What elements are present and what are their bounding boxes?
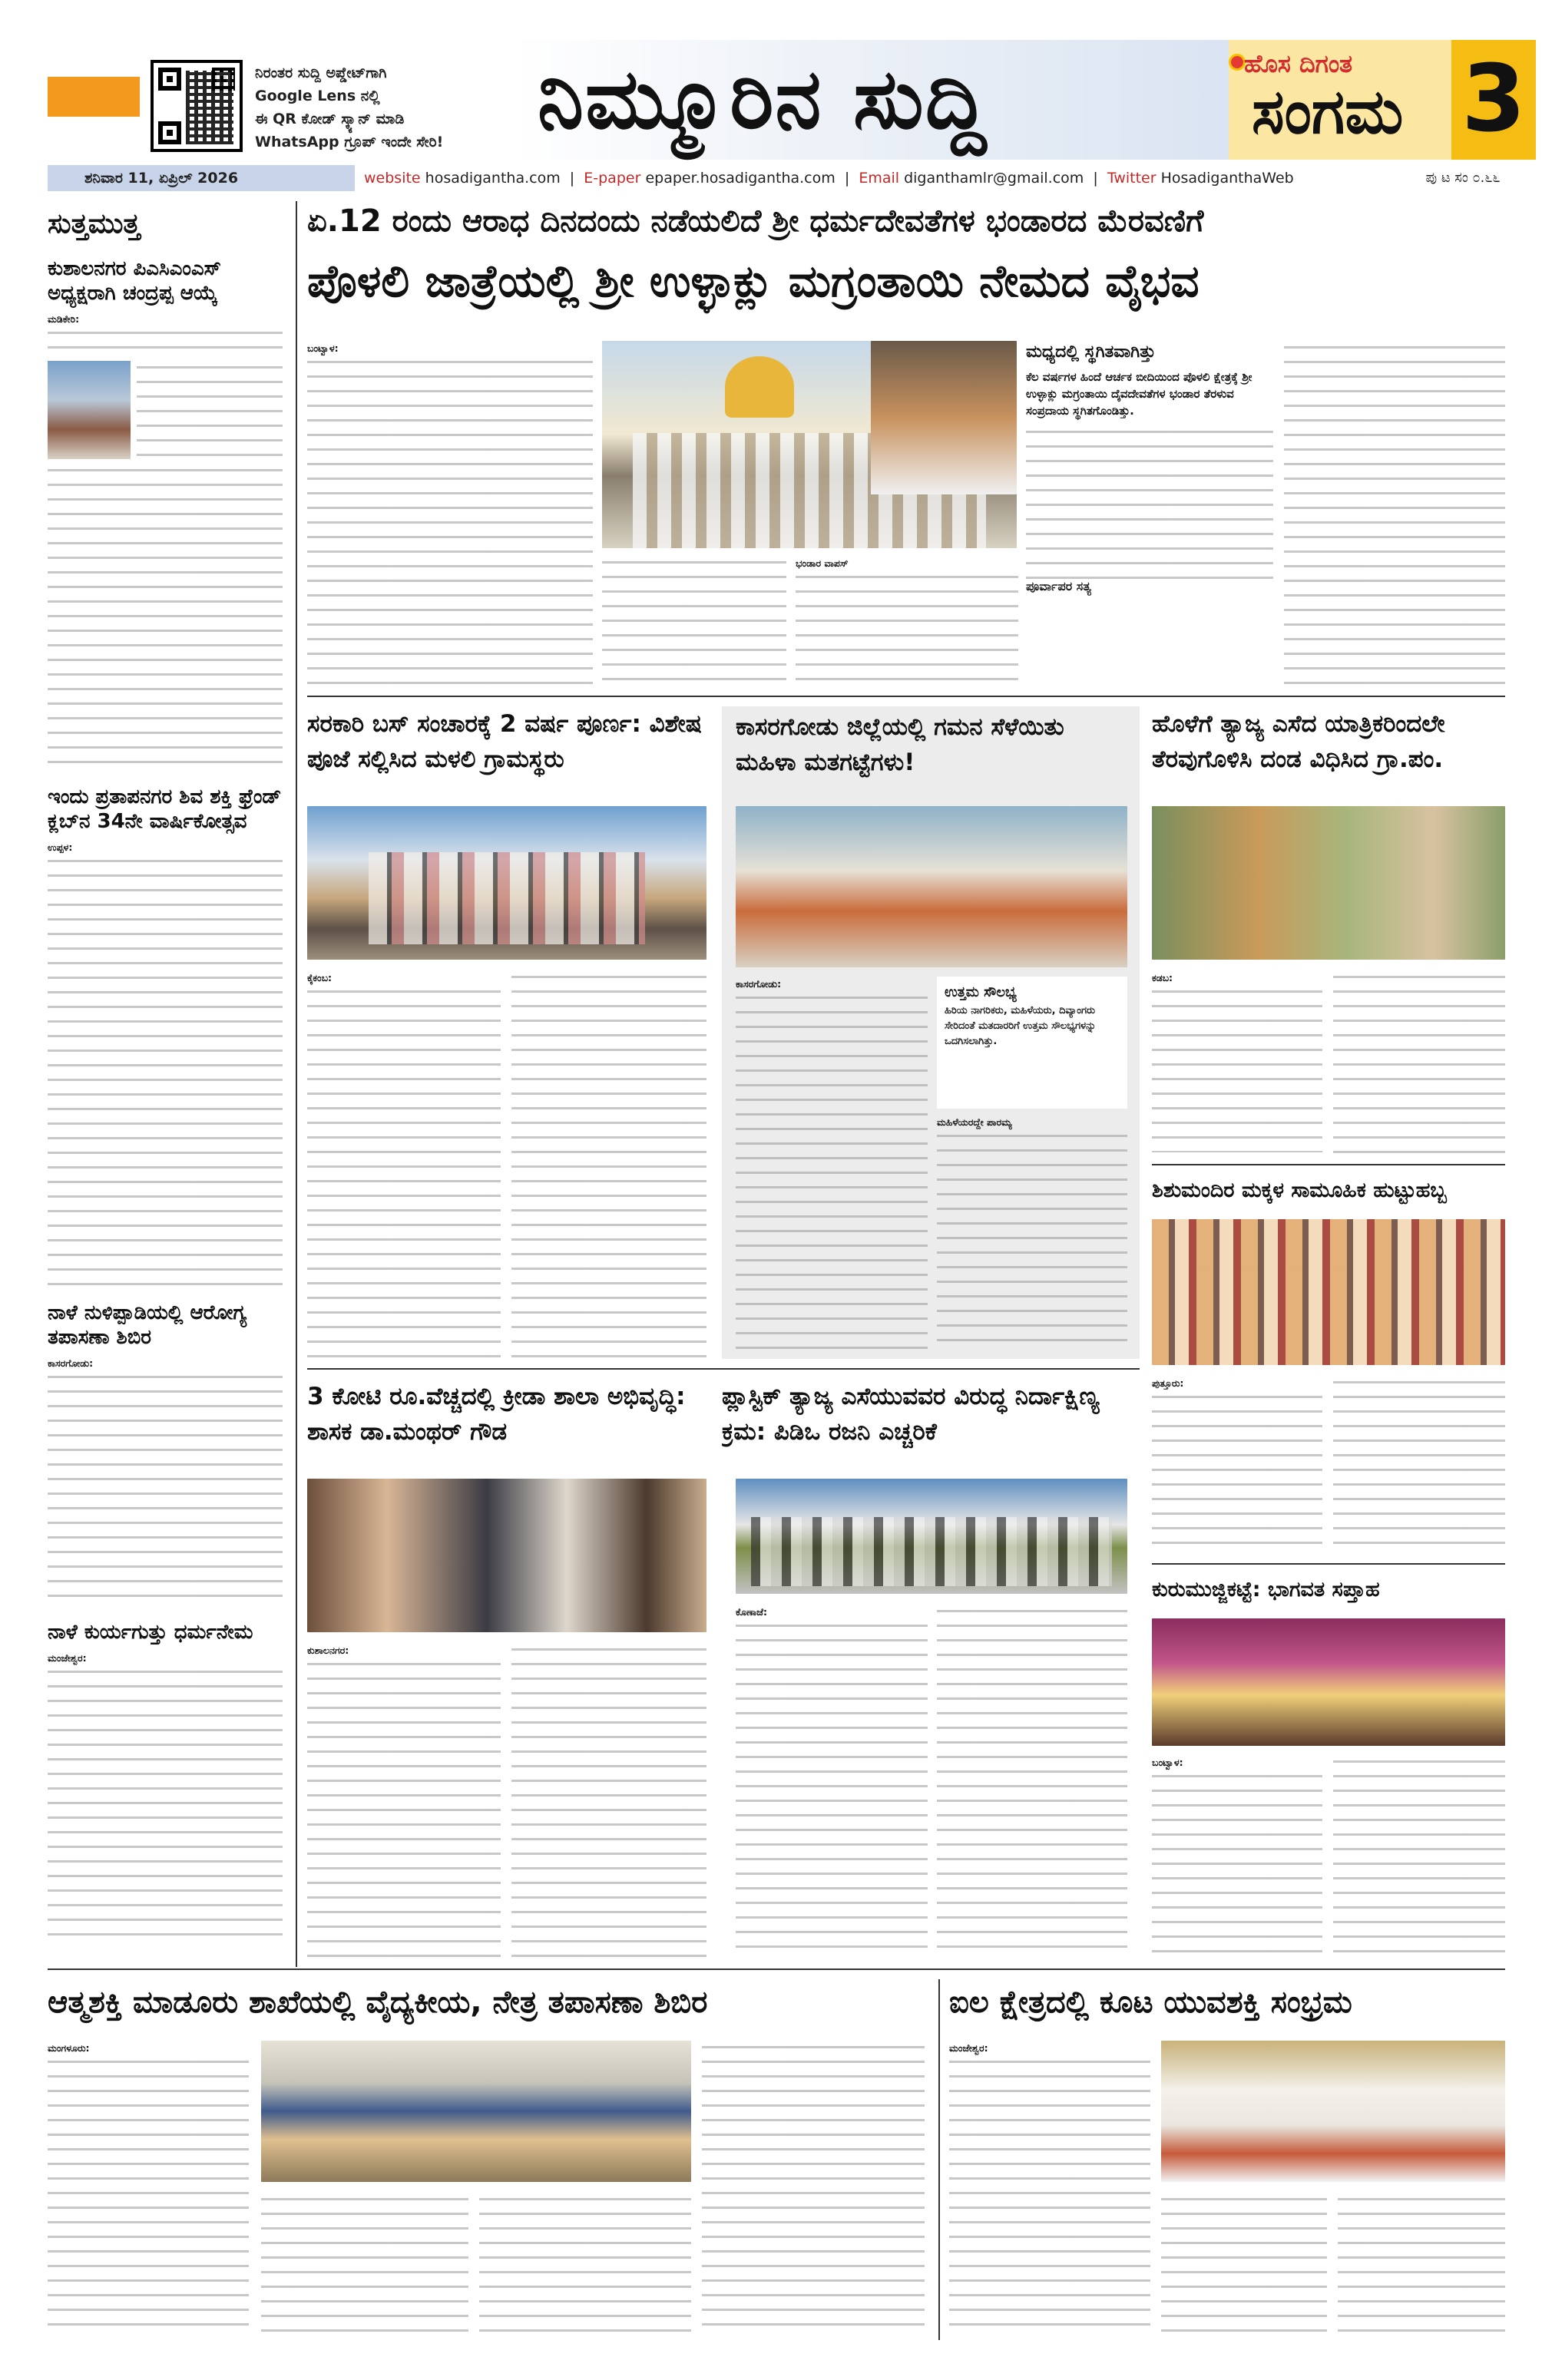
accent-block [48,77,140,117]
dateline: ಬಂಟ್ವಾಳ: [307,342,339,354]
story-b-body2 [937,1115,1127,1353]
dateline: ಕಾಸರಗೋಡು: [736,978,782,990]
story-body-more [48,464,283,774]
people-shape [369,852,645,944]
section-rule [48,1968,1505,1970]
lead-body-col1 [307,341,593,685]
story-g-body1 [736,1605,928,1959]
story-headline: ನಾಳೆ ಕುರ್ಯಗುತ್ತು ಧರ್ಮನೇಮ [48,1621,253,1644]
story-d-body2 [1333,1376,1505,1552]
info-strip [48,165,1542,191]
lead-body-col5 [1284,341,1505,685]
page-title: ನಿಮ್ಮೂರಿನ ಸುದ್ದಿ [538,51,988,147]
pull-text: ಹಿರಿಯ ನಾಗರಿಕರು, ಮಹಿಳೆಯರು, ದಿವ್ಯಾಂಗರು ಸೇರಿದಂತೆ ಮತದಾರರಿಗೆ ಉತ್ತಮ ಸೌಲಭ್ಯಗಳನ್ನು ಒದಗಿಸಲಾಗಿತ್ತು. [945,1005,1097,1047]
story-body [48,840,283,1290]
story-headline: 3 ಕೋಟಿ ರೂ.ವೆಚ್ಚದಲ್ಲಿ ಕ್ರೀಡಾ ಶಾಲಾ ಅಭಿವೃದ್ಧಿ: ಶಾಸಕ ಡಾ.ಮಂಥರ್ ಗೌಡ [307,1383,686,1446]
story-f-body1 [307,1643,501,1959]
dateline: ಮಂಜೇಶ್ವರ: [949,2042,988,2054]
story-headline: ಹೊಳೆಗೆ ತ್ಯಾಜ್ಯ ಎಸೆದ ಯಾತ್ರಿಕರಿಂದಲೇ ತೆರವುಗೊಳಿಸಿ ದಂಡ ವಿಧಿಸಿದ ಗ್ರಾ.ಪಂ. [1152,710,1445,773]
story-a-body2 [511,970,706,1358]
story-f-body2 [511,1643,706,1959]
story-headline: ಸರಕಾರಿ ಬಸ್ ಸಂಚಾರಕ್ಕೆ 2 ವರ್ಷ ಪೂರ್ಣ: ವಿಶೇಷ ಪೂಜೆ ಸಲ್ಲಿಸಿದ ಮಳಲಿ ಗ್ರಾಮಸ್ಥರು [307,710,702,773]
story-body-cont [137,361,283,459]
subhead: ಭಂಡಾರ ವಾಪಸ್ [796,557,849,569]
story-c-photo [1152,806,1505,960]
brand-logo-icon [1229,54,1246,71]
dateline: ಮಡಿಕೇರಿ: [48,313,80,325]
story-a-photo [307,806,706,960]
lead-kicker-text: ಏ.12 ರಂದು ಆರಾಧ ದಿನದಂದು ನಡೆಯಲಿದೆ ಶ್ರೀ ಧರ್ಮದೇವತೆಗಳ ಭಂಡಾರದ ಮೆರವಣಿಗೆ [307,203,1204,239]
dateline: ಕೊಣಾಜೆ: [736,1606,768,1618]
story-headline: ಐಲ ಕ್ಷೇತ್ರದಲ್ಲಿ ಕೂಟ ಯುವಶಕ್ತಿ ಸಂಭ್ರಮ [949,1985,1352,2020]
section-rule [1152,1164,1505,1165]
page-number: 3 [1451,40,1536,160]
column-rule [938,1979,940,2340]
lead-body-col3 [796,556,1018,686]
bottom-a-body3 [479,2193,691,2332]
volume-number: ಪು ಟ ಸಂ ೦.೬೬ [1384,165,1542,191]
dateline: ಉಪ್ಪಳ: [48,841,73,853]
story-e-body2 [1333,1755,1505,1956]
website-link[interactable]: hosadigantha.com [425,170,561,187]
bottom-b-body1 [949,2041,1150,2332]
story-b-pull [937,977,1127,1109]
story-body [48,1651,283,1942]
story-c-body2 [1333,970,1505,1153]
portrait-photo [48,361,131,459]
story-f-head [307,1379,706,1465]
twitter-label: Twitter [1107,170,1156,187]
brand-name: ಹೊಸ ದಿಗಂತ [1244,49,1353,78]
story-g-body2 [937,1605,1127,1959]
pull-title: ಮಧ್ಯದಲ್ಲಿ ಸ್ಥಗಿತವಾಗಿತ್ತು [1026,342,1156,362]
lead-body-col2 [602,556,786,686]
story-headline: ಇಂದು ಪ್ರತಾಪನಗರ ಶಿವ ಶಕ್ತಿ ಫ್ರೆಂಡ್ ಕ್ಲಬ್‌ನ 34ನೇ ವಾರ್ಷಿಕೋತ್ಸವ [48,785,282,833]
qr-line-3: ಈ QR ಕೋಡ್ ಸ್ಕ್ಯಾನ್ ಮಾಡಿ [255,111,405,127]
story-c-head [1152,706,1505,792]
dateline: ಕಡಬ: [1152,972,1173,983]
qr-instructions [255,61,501,154]
pull-title: ಉತ್ತಮ ಸೌಲಭ್ಯ [945,984,1017,1000]
bottom-a-head [48,1979,931,2027]
story-e-head [1152,1572,1505,1611]
lead-pull-box [1026,341,1273,679]
qr-line-2: Google Lens ನಲ್ಲಿ [255,88,380,104]
story-e-body1 [1152,1755,1322,1956]
dateline: ಕಾಸರಗೋಡು: [48,1357,94,1369]
bottom-a-body1 [48,2041,249,2332]
dateline: ಮಂಜೇಶ್ವರ: [48,1652,87,1664]
story-d-photo [1152,1219,1505,1365]
umbrella-shape [725,356,794,418]
subhead: ಮಹಿಳೆಯರದ್ದೇ ಪಾರಮ್ಯ [937,1116,1012,1128]
section-rule [307,1368,1140,1370]
story-a-body1 [307,970,501,1358]
subhead: ಪೂರ್ವಾಪರ ಸತ್ಯ [1026,579,1091,593]
bottom-b-head [949,1979,1505,2027]
section-rule [1152,1563,1505,1565]
email-label: Email [859,170,900,187]
bottom-b-body3 [1338,2193,1505,2332]
dateline: ಕುಶಾಲನಗರ: [307,1645,349,1656]
section-title: ಸುತ್ತಮುತ್ತ [48,208,141,240]
story-headline: ಕಾಸರಗೋಡು ಜಿಲ್ಲೆಯಲ್ಲಿ ಗಮನ ಸೆಳೆಯಿತು ಮಹಿಳಾ ಮತಗಟ್ಟೆಗಳು! [736,713,1064,776]
story-g-photo [736,1479,1127,1594]
section-name: ಸಂಗಮ [1252,76,1404,147]
email-link[interactable]: diganthamlr@gmail.com [904,170,1084,187]
bottom-b-photo [1161,2041,1505,2182]
lead-headline: ಪೊಳಲಿ ಜಾತ್ರೆಯಲ್ಲಿ ಶ್ರೀ ಉಳ್ಳಾಕ್ಲು ಮಗ್ರಂತಾಯಿ ನೇಮದ ವೈಭವ [307,255,1200,307]
story-d-head [1152,1173,1505,1211]
lead-headline-box [307,252,1505,315]
qr-code-icon[interactable] [151,60,243,152]
lead-kicker [307,201,1505,247]
lead-photo-portrait [871,341,1017,494]
bottom-b-body2 [1161,2193,1327,2332]
pull-text: ಕೆಲ ವರ್ಷಗಳ ಹಿಂದೆ ಆರ್ಚಕ ಬೀದಿಯಿಂದ ಪೊಳಲಿ ಕ್ಷೇತ್ರಕ್ಕೆ ಶ್ರೀ ಉಳ್ಳಾಕ್ಲು ಮಗ್ರಂತಾಯಿ ದೈವದೇವತೆಗಳ ಭಂಡಾರ ತೆರಳುವ ಸಂಪ್ರದಾಯ ಸ್ಥಗಿತಗೊಂಡಿತ್ತು. [1026,370,1252,418]
story-e-photo [1152,1618,1505,1746]
bottom-a-body4 [702,2041,925,2332]
dateline: ಪುತ್ತೂರು: [1152,1377,1184,1389]
people-shape [751,1517,1112,1586]
story-body [48,1356,283,1609]
twitter-link[interactable]: HosadiganthaWeb [1160,170,1294,187]
story-b-photo [736,806,1127,967]
epaper-link[interactable]: epaper.hosadigantha.com [645,170,836,187]
dateline: ಕೈಕಂಬ: [307,972,333,983]
bottom-a-body2 [261,2193,468,2332]
dateline: ಬಂಟ್ವಾಳ: [1152,1757,1183,1768]
story-f-photo [307,1479,706,1632]
masthead [0,0,1542,165]
story-headline: ನಾಳೆ ನುಳಿಪ್ಪಾಡಿಯಲ್ಲಿ ಆರೋಗ್ಯ ತಪಾಸಣಾ ಶಿಬಿರ [48,1301,247,1349]
story-headline: ಕುರುಮುಜ್ಜಿಕಟ್ಟೆ: ಭಾಗವತ ಸಪ್ತಾಹ [1152,1578,1380,1602]
story-d-body1 [1152,1376,1322,1552]
epaper-label: E-paper [584,170,641,187]
qr-line-1: ನಿರಂತರ ಸುದ್ದಿ ಅಪ್ಡೇಟ್‌ಗಾಗಿ [255,64,387,81]
story-c-body1 [1152,970,1322,1153]
bottom-a-photo [261,2041,691,2182]
story-headline: ಪ್ಲಾಸ್ಟಿಕ್ ತ್ಯಾಜ್ಯ ಎಸೆಯುವವರ ವಿರುದ್ಧ ನಿರ್ದಾಕ್ಷಿಣ್ಯ ಕ್ರಮ: ಪಿಡಿಒ ರಜನಿ ಎಚ್ಚರಿಕೆ [722,1383,1100,1446]
story-headline: ಶಿಶುಮಂದಿರ ಮಕ್ಕಳ ಸಾಮೂಹಿಕ ಹುಟ್ಟುಹಬ್ಬ [1152,1178,1447,1202]
contact-links: website hosadigantha.com | E-paper epaper.hosadigantha.com | Email diganthamlr@gmail.com | Twitter HosadiganthaWeb [364,170,1294,187]
story-body [48,312,283,358]
story-b-body1 [736,977,928,1353]
story-headline: ಕುಶಾಲನಗರ ಪಿಎಸಿಎಂಎಸ್ ಅಧ್ಯಕ್ಷರಾಗಿ ಚಂದ್ರಪ್ಪ ಆಯ್ಕೆ [48,257,221,305]
issue-date: ಶನಿವಾರ 11, ಏಪ್ರಿಲ್ 2026 [48,165,355,191]
story-g-head [722,1379,1140,1465]
story-a-head [307,706,706,792]
dateline: ಮಂಗಳೂರು: [48,2042,90,2054]
story-headline: ಆತ್ಮಶಕ್ತಿ ಮಾಡೂರು ಶಾಖೆಯಲ್ಲಿ ವೈದ್ಯಕೀಯ, ನೇತ್ರ ತಪಾಸಣಾ ಶಿಬಿರ [48,1985,708,2020]
qr-line-4: WhatsApp ಗ್ರೂಪ್ ಇಂದೇ ಸೇರಿ! [255,134,444,150]
website-label: website [364,170,421,187]
left-column [48,201,283,1967]
column-rule [296,201,297,1967]
lead-body-col4 [1026,425,1273,579]
section-rule [307,696,1505,697]
story-b-head [736,709,1127,795]
